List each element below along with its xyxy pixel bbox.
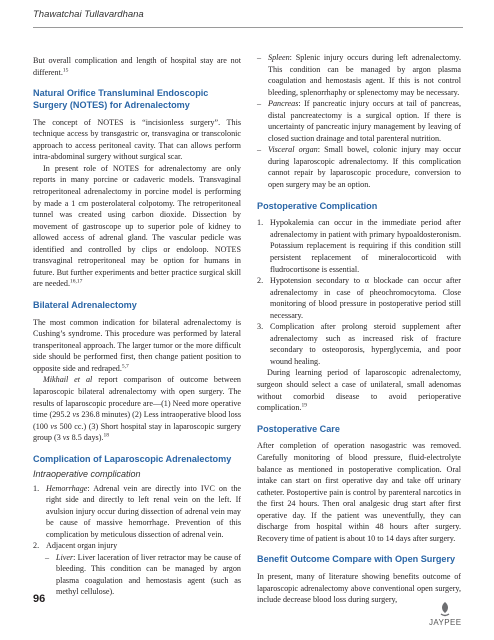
right-column — [257, 52, 461, 606]
left-column — [33, 55, 241, 598]
list-item: 2. Hypotension secondary to α blockade can occur after adrenalectomy in case of pheochromocytoma. Close monitoring of blood pressure in postoperative period still necessary. — [257, 276, 461, 320]
citation: 18 — [103, 432, 109, 439]
section-heading-complication: Complication of Laparoscopic Adrenalectomy — [33, 453, 232, 464]
subheading-intraoperative: Intraoperative complication — [33, 468, 141, 479]
list-item: 2. Adjacent organ injury — [33, 541, 118, 551]
section-heading-notes: Natural Orifice Transluminal Endoscopic Surgery (NOTES) for Adrenalectomy — [33, 88, 209, 110]
section-heading-postoperative-care: Postoperative Care — [257, 423, 340, 434]
header-rule — [33, 27, 463, 28]
paragraph: In present, many of literature showing benefits outcome of laparoscopic adrenalectomy above conventional open surgery, include decrease blood loss during surgery, — [257, 572, 461, 605]
list-item: 3. Complication after prolong steroid supplement after adrenalectomy such as increased risk of fracture secondary to osteoporosis, hyperglycemia, and poor wound healing. — [257, 322, 461, 366]
running-head: Thawatchai Tullavardhana — [33, 9, 144, 20]
paragraph: Mikhail et al report comparison of outcome between laparoscopic bilateral adrenalectomy with open surgery. The results of laparoscopic procedure are—(1) Need more operative time (295.2 vs 236.8 minutes) (2) Less intraoperative blood loss (100 vs 500 cc.) (3) Short hospital stay in laparoscopic surgery group (3 vs 8.5 days).$^{18}$ — [33, 375, 241, 443]
citation: 5,7 — [121, 363, 129, 370]
paragraph: After completion of operation nasogastric was removed. Carefully monitoring of blood pressure, fluid-electrolyte balance as mentioned in postoperative complication. Oral intake can start on first operative day and take off urinary catheter. Postopertive pain is control by parenteral narcotics in the first 24 hours. Then oral analgesic drug start after first operative day. If the patient was uneventfully, they can discharge from hospital within 48 hours after surgery. Recovery time of patient is about 10 to 14 days after surgery. — [257, 441, 461, 543]
section-heading-postoperative-complication: Postoperative Complication — [257, 200, 378, 211]
citation: 19 — [301, 402, 307, 409]
paragraph: The most common indication for bilateral adrenalectomy is Cushing’s syndrome. This procedure was performed by lateral transperitoneal approach. The larger tumor or the more difficult side should be performed first, then change patient position to opposite side and redraped.$^{5,7}$ — [33, 317, 241, 373]
citation: 16,17 — [70, 278, 83, 285]
section-heading-benefit: Benefit Outcome Compare with Open Surgery — [257, 554, 456, 565]
page-number: 96 — [33, 593, 46, 605]
paragraph: But overall complication and length of hospital stay are not different.$^{15}$ — [33, 56, 241, 77]
publisher-logo — [424, 601, 470, 631]
paragraph: During learning period of laparoscopic adrenalectomy, surgeon should select a case of unilateral, small adenomas without comorbid disease to avoid perioperative complication.$^{19}$ — [257, 368, 461, 413]
publisher-name: JAYPEE — [429, 618, 462, 627]
sub-list-item: – Spleen: Splenic injury occurs during left adrenalectomy. This condition can be managed by argon plasma coagulation and hemostasis agent. If this is not control bleeding, splenorrhaphy or splenectomy may be necessary. — [257, 53, 461, 97]
section-heading-bilateral: Bilateral Adrenalectomy — [33, 299, 137, 310]
list-item: 1. Hypokalemia can occur in the immediate period after adrenalectomy in patient with primary hypoaldosteronism. Potassium replacement is requiring if this condition still persistent replacement of mineralocorticoid with fludrocortisone is essential. — [257, 218, 461, 274]
paragraph: The concept of NOTES is “incisionless surgery”. This technique access by transgastric or, transvagina or transcolonic approach to access peritoneal cavity. That can allows perform intra-abdominal surgery without surgical scar. — [33, 117, 241, 162]
sub-list-item: – Pancreas: If pancreatic injury occurs at tail of pancreas, distal pancreatectomy is a surgical option. If there is uncertainty of pancreatic injury management by leaving of closed suction drainage and total parenteral nutrition. — [257, 99, 461, 143]
sub-list-item: – Liver: Liver laceration of liver retractor may be cause of bleeding. This condition can be managed by argon plasma coagulation and hemostasis agent (such as methyl cellulose). — [45, 552, 241, 597]
sub-list-item: – Visceral organ: Small bowel, colonic injury may occur during laparoscopic adrenalectomy. If this complication cannot repair by laparoscopic procedure, conversion to open surgery may be an option. — [257, 145, 461, 190]
paragraph: In present role of NOTES for adrenalectomy are only reports in many porcine or cadaveric models. Transvaginal retroperitoneal adrenalectomy in porcine model is performing by made a 1 cm posterolateral colpotomy. The retroperitoneal tunnel was created using carbon dioxide. Dissection by movement of gastroscope up to superior pole of kidney to allowed access of adrenal gland. The vascular pedicle was identified and controlled by clips or endoloop. NOTES transvaginal retroperitoneal may be option for humans in future. But further experiments and better practice surgical skill are needed.$^{16,17}$ — [33, 163, 241, 289]
list-item: 1. Hemorrhage: Adrenal vein are directly into IVC on the right side and directly to left renal vein on the left. If avulsion injury occur during dissection of adrenal vein may be cause of massive hemorrhage. Prevention of this complication by meticulous dissection of adrenal vein. — [33, 483, 241, 539]
jaypee-logo-icon — [438, 601, 452, 617]
citation: 15 — [62, 66, 69, 73]
